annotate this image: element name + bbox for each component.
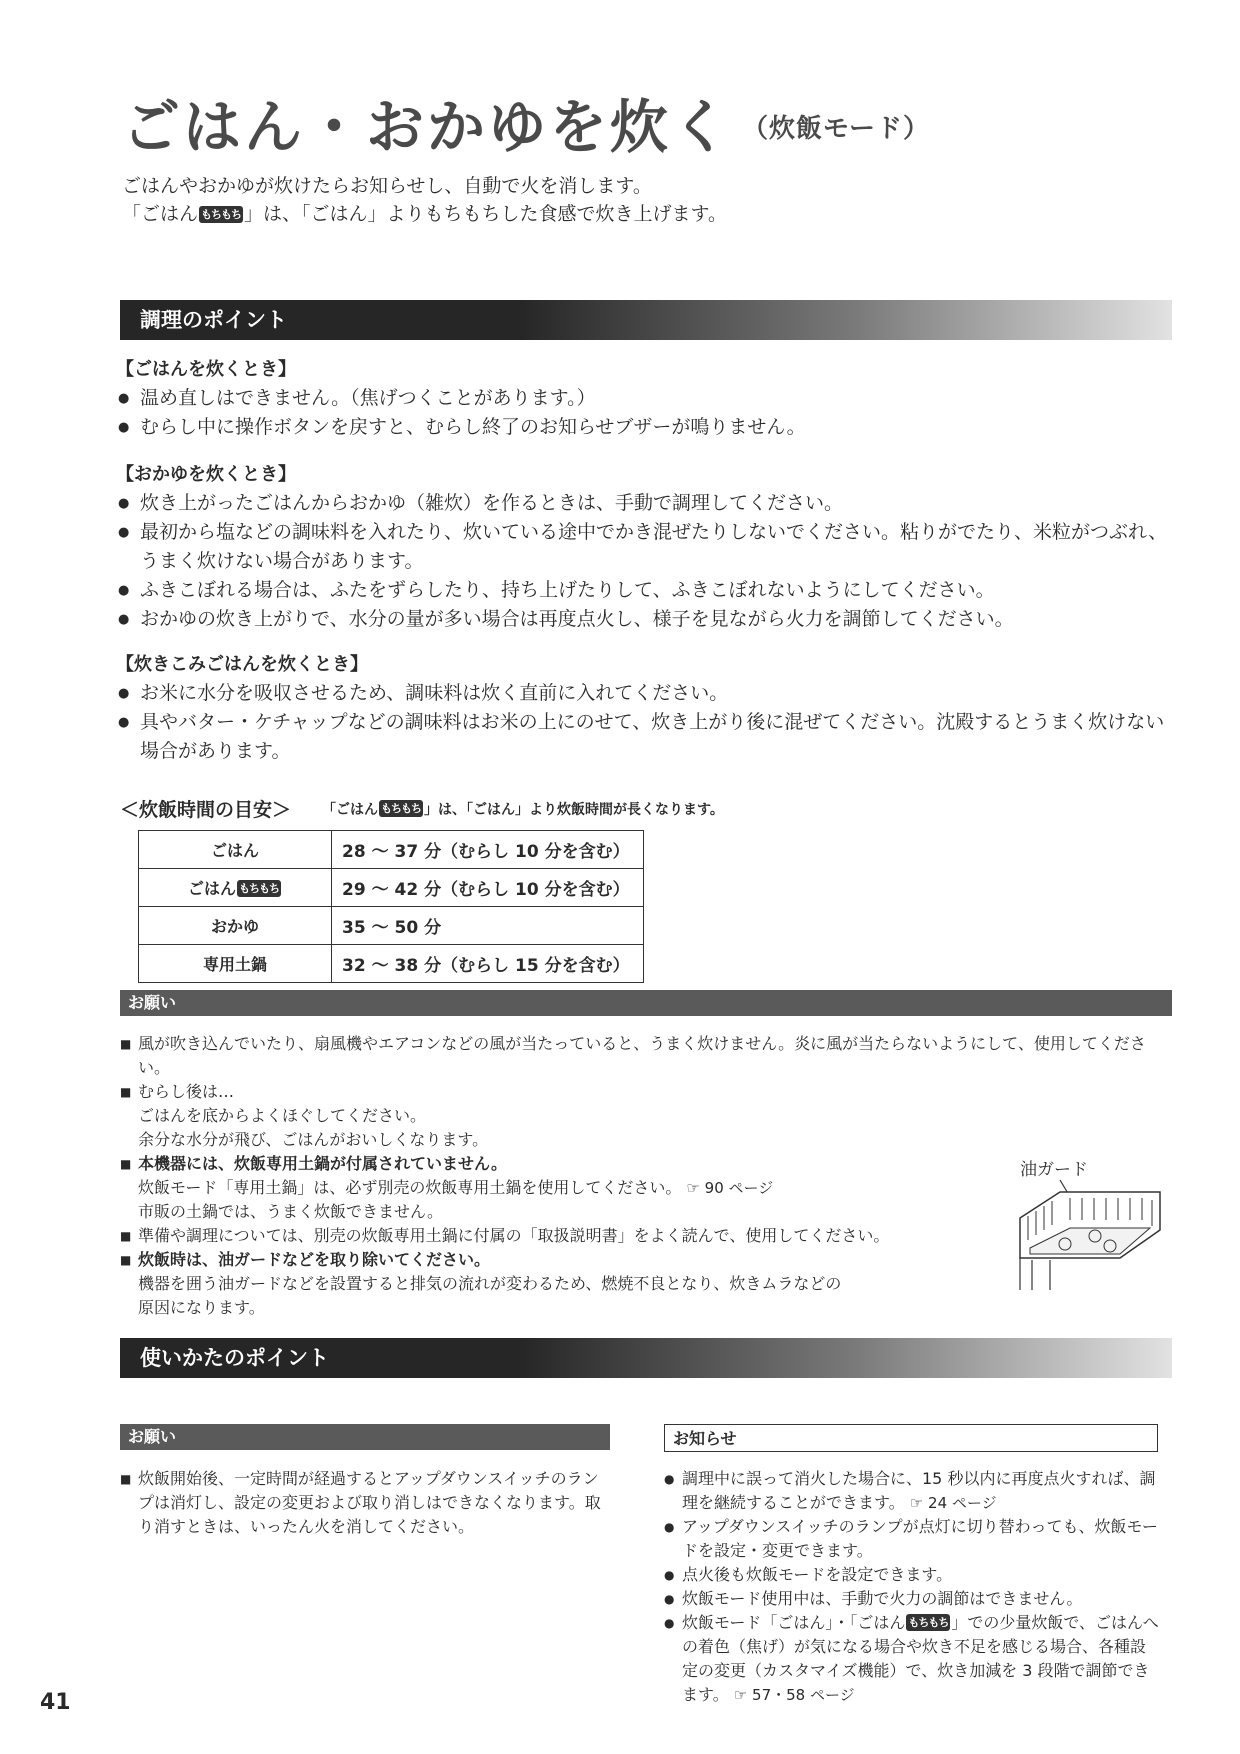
mochi-badge-icon: もちもち [908, 1616, 949, 1629]
list-item: ● 最初から塩などの調味料を入れたり、炊いている途中でかき混ぜたりしないでください。粘りがでたり、米粒がつぶれ、うまく炊けない場合があります。 [118, 518, 1168, 576]
intro-line-1: ごはんやおかゆが炊けたらお知らせし、自動で火を消します。 [122, 175, 652, 197]
mixed-rice-points-list [118, 679, 1168, 766]
request-item-line: 市販の土鍋では、うまく炊飯できません。 [138, 1202, 443, 1221]
request-item-line: 機器を囲う油ガードなどを設置すると排気の流れが変わるため、燃焼不良となり、炊きムラなどの [138, 1274, 842, 1293]
cooking-time-note-b: 」は、「ごはん」より炊飯時間が長くなります。 [424, 802, 724, 818]
table-row [139, 945, 644, 983]
list-item: ● お米に水分を吸収させるため、調味料は炊く直前に入れてください。 [118, 679, 1168, 708]
subheading-porridge: 【おかゆを炊くとき】 [116, 464, 296, 485]
page-number: 41 [40, 1690, 71, 1715]
usage-request-header: お願い [120, 1424, 610, 1450]
list-item [120, 1080, 1170, 1152]
request-header: お願い [120, 990, 1172, 1016]
list-item: ● むらし中に操作ボタンを戻すと、むらし終了のお知らせブザーが鳴りません。 [118, 413, 1168, 442]
mochi-badge-icon: もちもち [201, 208, 242, 221]
table-cell-time: 32 ～ 38 分（むらし 15 分を含む） [332, 945, 644, 983]
request-item-text: 炊飯モード「専用土鍋」は、必ず別売の炊飯専用土鍋を使用してください。 [138, 1178, 682, 1197]
cooking-time-heading: ＜炊飯時間の目安＞ [120, 799, 292, 821]
list-item: ● おかゆの炊き上がりで、水分の量が多い場合は再度点火し、様子を見ながら火力を調節してください。 [118, 605, 1168, 634]
page-reference-link[interactable]: ☞ 57・58 ページ [733, 1686, 855, 1704]
mochi-badge-icon: もちもち [381, 802, 421, 815]
oil-guard-illustration [1010, 1178, 1170, 1290]
list-item: ● 点火後も炊飯モードを設定できます。 [664, 1563, 1160, 1587]
mochi-badge-icon: もちもち [239, 882, 279, 895]
table-cell-mode [139, 869, 332, 907]
section-header-usage-points: 使いかたのポイント [120, 1338, 1172, 1378]
intro-text [122, 172, 727, 228]
cooking-time-table [138, 830, 644, 983]
oil-guard-label: 油ガード [1020, 1160, 1088, 1180]
table-row [139, 869, 644, 907]
list-item: ● 炊飯モード使用中は、手動で火力の調節はできません。 [664, 1587, 1160, 1611]
list-item: ● 炊き上がったごはんからおかゆ（雑炊）を作るときは、手動で調理してください。 [118, 489, 1168, 518]
page-reference-link[interactable]: ☞ 24 ページ [909, 1494, 997, 1512]
notice-item-text: 」での少量炊飯で、ごはんへの着色（焦げ）が気になる場合や炊き不足を感じる場合、各種設定の変更（カスタマイズ機能）で、炊き加減を 3 段階で調節できます。 [682, 1613, 1159, 1704]
notice-header: お知らせ [664, 1424, 1158, 1452]
request-item-line: 原因になります。 [138, 1298, 265, 1317]
intro-line-2 [122, 200, 727, 228]
request-item-title: ■ むらし後は… [138, 1082, 235, 1101]
request-item-line: 余分な水分が飛び、ごはんがおいしくなります。 [138, 1130, 489, 1149]
intro-line-2-a: 「ごはん [122, 203, 199, 225]
table-cell-mode: 専用土鍋 [139, 945, 332, 983]
table-cell-mode: おかゆ [139, 907, 332, 945]
notice-item-text: 調理中に誤って消火した場合に、15 秒以内に再度点火すれば、調理を継続することができます。 [682, 1469, 1156, 1512]
table-cell-mode-text: ごはん [187, 879, 236, 898]
page-reference-link[interactable]: ☞ 90 ページ [686, 1179, 774, 1197]
list-item: ■ 準備や調理については、別売の炊飯専用土鍋に付属の「取扱説明書」をよく読んで、使用してください。 [120, 1224, 1170, 1248]
request-item-title: ■ 炊飯時は、油ガードなどを取り除いてください。 [138, 1250, 491, 1269]
list-item: ● ふきこぼれる場合は、ふたをずらしたり、持ち上げたりして、ふきこぼれないようにしてください。 [118, 576, 1168, 605]
list-item: ● アップダウンスイッチのランプが点灯に切り替わっても、炊飯モードを設定・変更できます。 [664, 1515, 1160, 1563]
list-item: ■ 炊飯開始後、一定時間が経過するとアップダウンスイッチのランプは消灯し、設定の変更および取り消しはできなくなります。取り消すときは、いったん火を消してください。 [120, 1467, 608, 1539]
request-item-title: ■ 本機器には、炊飯専用土鍋が付属されていません。 [138, 1154, 507, 1173]
notice-item-text: 炊飯モード「ごはん」・「ごはん [682, 1613, 906, 1632]
section-header-cooking-points: 調理のポイント [120, 300, 1172, 340]
cooking-time-note [322, 799, 724, 819]
rice-points-list [118, 384, 1168, 442]
table-cell-mode: ごはん [139, 831, 332, 869]
list-item: ● 具やバター・ケチャップなどの調味料はお米の上にのせて、炊き上がり後に混ぜてください。沈殿するとうまく炊けない場合があります。 [118, 708, 1168, 766]
page-title-main: ごはん・おかゆを炊く [122, 93, 733, 161]
table-row [139, 831, 644, 869]
list-item: ■ 風が吹き込んでいたり、扇風機やエアコンなどの風が当たっていると、うまく炊けません。炎に風が当たらないようにして、使用してください。 [120, 1032, 1170, 1080]
table-cell-time: 35 ～ 50 分 [332, 907, 644, 945]
porridge-points-list [118, 489, 1168, 634]
table-row [139, 907, 644, 945]
usage-request-list [120, 1467, 608, 1539]
cooking-time-note-a: 「ごはん [322, 802, 378, 818]
table-cell-time: 28 ～ 37 分（むらし 10 分を含む） [332, 831, 644, 869]
list-item: ● 温め直しはできません。（焦げつくことがあります。） [118, 384, 1168, 413]
page-title [122, 80, 930, 164]
subheading-mixed-rice: 【炊きこみごはんを炊くとき】 [116, 654, 368, 675]
intro-line-2-b: 」は、「ごはん」よりもちもちした食感で炊き上げます。 [244, 203, 727, 225]
table-cell-time: 29 ～ 42 分（むらし 10 分を含む） [332, 869, 644, 907]
list-item [664, 1467, 1160, 1515]
notice-list [664, 1467, 1160, 1707]
subheading-rice: 【ごはんを炊くとき】 [116, 359, 296, 380]
request-item-line: ごはんを底からよくほぐしてください。 [138, 1106, 427, 1125]
page-title-sub: （炊飯モード） [742, 114, 930, 144]
list-item [664, 1611, 1160, 1707]
